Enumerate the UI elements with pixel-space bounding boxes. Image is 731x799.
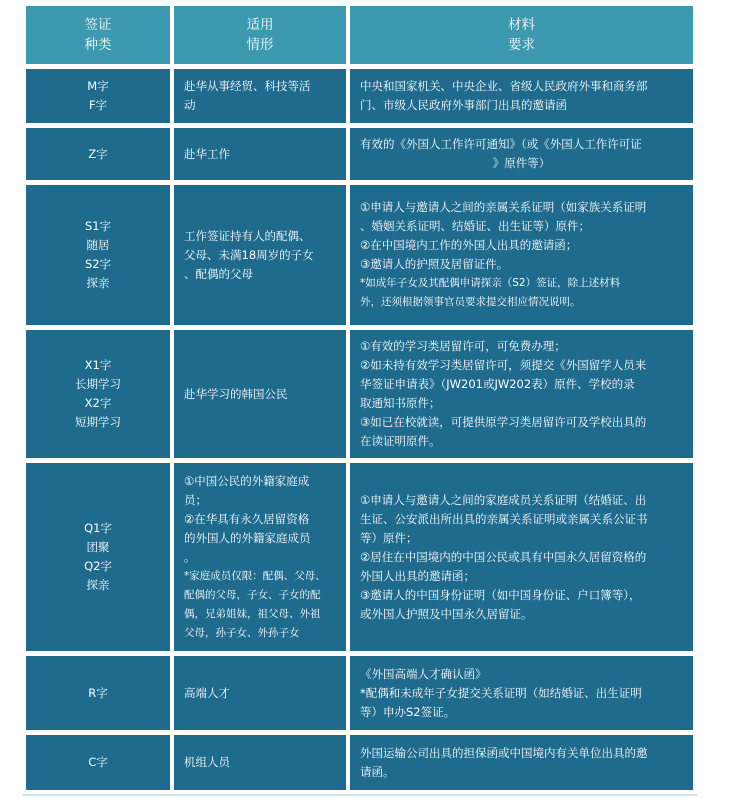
visa-type-text: 短期学习	[75, 415, 121, 429]
table-row	[26, 69, 693, 123]
table-row	[26, 185, 693, 325]
materials-text: ①有效的学习类居留许可，可免费办理；	[360, 339, 566, 353]
visa-type-text: X1字	[84, 358, 112, 372]
header-text: 签证	[84, 17, 112, 33]
visa-type-text: M字	[87, 79, 109, 93]
materials-text: ②如未持有效学习类居留许可，须提交《外国留学人员来	[360, 358, 647, 372]
table-header	[26, 6, 693, 64]
materials-text: 请函。	[360, 764, 395, 779]
materials-text: 、婚姻关系证明、结婚证、出生证等）原件；	[360, 219, 590, 233]
visa-requirements-table	[26, 6, 693, 795]
materials-text: 外国运输公司出具的担保函或中国境内有关单位出具的邀	[360, 745, 648, 760]
situation-cell	[174, 128, 346, 180]
materials-cell	[350, 69, 693, 123]
table-row	[26, 656, 693, 730]
materials-text: ①申请人与邀请人之间的家庭成员关系证明（结婚证、出	[360, 492, 647, 507]
materials-text: 门、市级人民政府外事部门出具的邀请函	[360, 98, 567, 112]
materials-text: 外国人出具的邀请函；	[360, 568, 475, 583]
visa-type-text: 探亲	[86, 276, 110, 290]
visa-type-text: 团聚	[86, 540, 110, 554]
visa-type-cell	[26, 735, 170, 790]
situation-note: *家庭成员仅限：配偶、父母、	[184, 569, 326, 582]
visa-type-text: X2字	[84, 396, 112, 410]
materials-text: ②居住在中国境内的中国公民或具有中国永久居留资格的	[360, 549, 647, 564]
visa-type-cell	[26, 463, 170, 651]
situation-text: 的外国人的外籍家庭成员	[184, 530, 311, 545]
visa-type-text: Z字	[88, 146, 108, 161]
visa-type-text: 长期学习	[75, 377, 121, 391]
situation-cell	[174, 656, 346, 730]
visa-type-cell	[26, 330, 170, 458]
materials-cell	[350, 185, 693, 325]
situation-text: 。	[184, 549, 196, 564]
visa-type-text: R字	[88, 685, 108, 700]
materials-text: 等）原件；	[360, 530, 418, 545]
situation-text: 工作签证持有人的配偶、	[184, 228, 311, 243]
materials-text: ②在中国境内工作的外国人出具的邀请函；	[360, 238, 578, 252]
visa-type-text: Q1字	[84, 521, 112, 535]
visa-type-cell	[26, 185, 170, 325]
materials-cell	[350, 463, 693, 651]
situation-note: 偶，兄弟姐妹，祖父母、外祖	[184, 607, 321, 620]
situation-cell	[174, 69, 346, 123]
situation-cell	[174, 463, 346, 651]
situation-cell	[174, 185, 346, 325]
table-row	[26, 735, 693, 790]
situation-note: 父母，孙子女、外孙子女	[184, 626, 300, 639]
header-materials	[350, 6, 693, 64]
materials-text: 生证、公安派出所出具的亲属关系证明或亲属关系公证书	[360, 511, 648, 526]
materials-cell	[350, 128, 693, 180]
header-situation	[174, 6, 346, 64]
situation-cell	[174, 330, 346, 458]
materials-text: 等）申办S2签证。	[360, 704, 456, 719]
visa-type-text: S2字	[84, 257, 112, 271]
materials-note: *如成年子女及其配偶申请探亲（S2）签证，除上述材料	[360, 277, 621, 289]
header-text: 种类	[84, 37, 112, 53]
header-text: 情形	[246, 37, 274, 53]
materials-cell	[350, 735, 693, 790]
materials-text: 或外国人护照及中国永久居留证。	[360, 606, 533, 621]
header-text: 要求	[508, 37, 535, 53]
materials-text: 《外国高端人才确认函》	[360, 666, 487, 681]
situation-text: 父母、未满18周岁的子女	[184, 247, 314, 262]
materials-text: 有效的《外国人工作许可通知》（或《外国人工作许可证	[360, 137, 642, 151]
situation-text: 、配偶的父母	[184, 266, 253, 281]
visa-type-cell	[26, 656, 170, 730]
materials-text: ③邀请人的护照及居留证件。	[360, 257, 509, 271]
situation-text: 赴华工作	[184, 146, 230, 161]
visa-type-text: Q2字	[84, 559, 112, 573]
materials-text: 在读证明原件。	[360, 434, 441, 448]
materials-text: ①申请人与邀请人之间的亲属关系证明（如家族关系证明	[360, 200, 647, 214]
visa-type-text: S1字	[84, 219, 112, 233]
header-text: 适用	[246, 17, 274, 33]
visa-type-text: 随居	[86, 238, 110, 252]
situation-text: 赴华学习的韩国公民	[184, 386, 288, 401]
materials-text: *配偶和未成年子女提交关系证明（如结婚证、出生证明	[360, 685, 642, 700]
situation-text: 赴华从事经贸、科技等活	[184, 79, 311, 93]
materials-cell	[350, 656, 693, 730]
situation-text: ①中国公民的外籍家庭成	[184, 473, 310, 488]
visa-type-text: F字	[88, 98, 108, 112]
situation-text: 高端人才	[184, 685, 230, 700]
materials-text: 取通知书原件；	[360, 396, 441, 410]
table-row	[26, 128, 693, 180]
materials-text: 》原件等）	[492, 156, 551, 170]
table-row	[26, 463, 693, 651]
materials-text: ③如已在校就读，可提供原学习类居留许可及学校出具的	[360, 415, 647, 429]
materials-note: 外，还须根据领事官员要求提交相应情况说明。	[360, 296, 581, 308]
materials-cell	[350, 330, 693, 458]
visa-type-text: 探亲	[86, 578, 110, 592]
materials-text: ③邀请人的中国身份证明（如中国身份证、户口簿等），	[360, 587, 641, 602]
bottom-divider	[22, 794, 698, 796]
situation-note: 配偶的父母，子女、子女的配	[184, 588, 321, 601]
visa-type-text: C字	[88, 755, 108, 769]
situation-cell	[174, 735, 346, 790]
situation-text: 动	[184, 98, 196, 112]
situation-text: 机组人员	[184, 755, 230, 769]
visa-type-cell	[26, 69, 170, 123]
header-text: 材料	[508, 17, 535, 33]
table-row	[26, 330, 693, 458]
materials-text: 华签证申请表》（JW201或JW202表）原件、学校的录	[360, 377, 635, 391]
visa-type-cell	[26, 128, 170, 180]
header-visa-type	[26, 6, 170, 64]
materials-text: 中央和国家机关、中央企业、省级人民政府外事和商务部	[360, 79, 648, 93]
situation-text: 员；	[184, 492, 207, 507]
situation-text: ②在华具有永久居留资格	[184, 511, 310, 526]
